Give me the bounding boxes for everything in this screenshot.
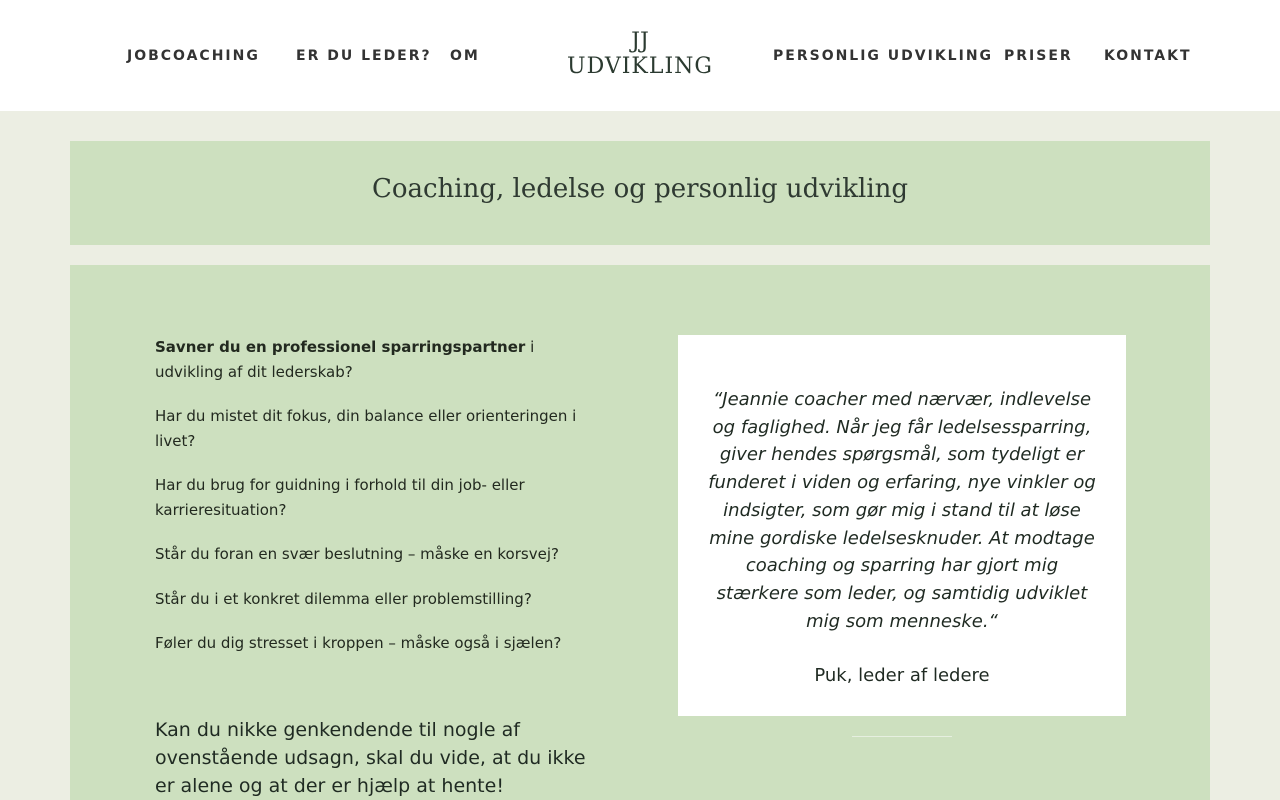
question-5: Står du i et konkret dilemma eller problemstilling?: [155, 589, 532, 608]
logo-line-2: UDVIKLING: [567, 54, 713, 79]
question-1-bold: Savner du en professionel sparringspartner: [155, 338, 526, 356]
question-3: Har du brug for guidning i forhold til din job- eller karrieresituation?: [155, 476, 525, 519]
nav-kontakt[interactable]: KONTAKT: [1104, 48, 1192, 64]
title-band: [70, 141, 1210, 245]
site-logo[interactable]: [560, 30, 720, 80]
lead-paragraph: Kan du nikke genkendende til nogle af ovenstående udsagn, skal du vide, at du ikke er alene og at der er hjælp at hente!: [155, 719, 586, 797]
question-1: [155, 335, 607, 384]
logo-line-1: JJ: [631, 29, 649, 54]
question-2: Har du mistet dit fokus, din balance eller orienteringen i livet?: [155, 407, 577, 450]
testimonial-author: Puk, leder af ledere: [814, 665, 990, 686]
question-6: Føler du dig stresset i kroppen – måske også i sjælen?: [155, 634, 562, 652]
question-1-rest: i udvikling af dit lederskab?: [155, 338, 535, 381]
questions-column: [155, 335, 607, 797]
nav-priser[interactable]: PRISER: [1004, 48, 1073, 64]
nav-er-du-leder[interactable]: ER DU LEDER?: [296, 48, 432, 64]
testimonial-card: [678, 335, 1126, 716]
site-header: [0, 0, 1280, 111]
page-title: Coaching, ledelse og personlig udvikling: [371, 174, 909, 204]
question-4: Står du foran en svær beslutning – måske en korsvej?: [155, 545, 559, 563]
testimonial-divider: [852, 736, 952, 737]
nav-jobcoaching[interactable]: JOBCOACHING: [127, 48, 260, 64]
nav-personlig-udvikling[interactable]: PERSONLIG UDVIKLING: [773, 48, 994, 64]
nav-om[interactable]: OM: [450, 48, 480, 64]
testimonial-quote: “Jeannie coacher med nærvær, indlevelse og faglighed. Når jeg får ledelsessparring, giver hendes spørgsmål, som tydeligt er funderet i viden og erfaring, nye vinkler og indsigter, som gør mig i stand til at løse mine gordiske ledelsesknuder. At modtage coaching og sparring har gjort mig stærkere som leder, og samtidig udviklet mig som menneske.“: [708, 389, 1096, 632]
content-section: [70, 265, 1210, 800]
